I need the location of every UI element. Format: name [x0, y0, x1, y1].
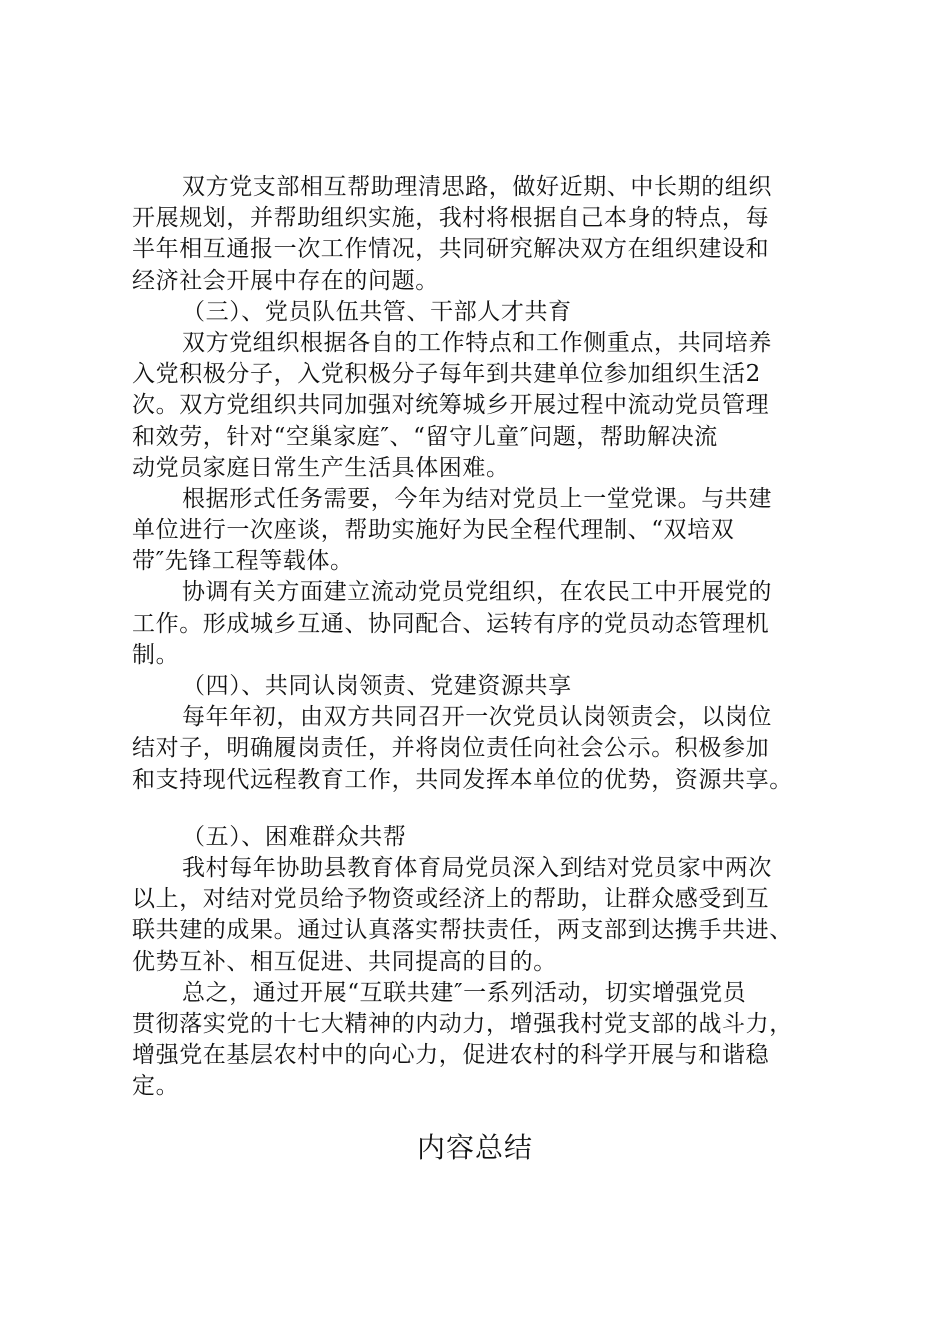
paragraph-line: 优势互补、相互促进、共同提高的目的。 — [132, 948, 557, 975]
paragraph-line: 结对子，明确履岗责任，并将岗位责任向社会公示。积极参加 — [132, 735, 770, 762]
paragraph-line: 经济社会开展中存在的问题。 — [132, 267, 439, 294]
paragraph-line: 入党积极分子，入党积极分子每年到共建单位参加组织生活2 — [132, 361, 761, 388]
paragraph-line: 增强党在基层农村中的向心力，促进农村的科学开展与和谐稳 — [132, 1042, 770, 1069]
summary-title: 内容总结 — [416, 1131, 533, 1164]
section-heading: （四）、共同认岗领责、党建资源共享 — [182, 673, 572, 699]
paragraph-line: 总之，通过开展“互联共建″一系列活动，切实增强党员 — [182, 979, 747, 1006]
paragraph-line: 定。 — [132, 1073, 180, 1100]
paragraph-line: 贯彻落实党的十七大精神的内动力，增强我村党支部的战斗力， — [132, 1010, 793, 1037]
paragraph-line: 动党员家庭日常生产生活具体困难。 — [132, 454, 510, 481]
paragraph-line: 我村每年协助县教育体育局党员深入到结对党员家中两次 — [182, 854, 772, 881]
paragraph-line: 双方党组织根据各自的工作特点和工作侧重点，共同培养 — [182, 329, 772, 356]
section-heading: （三）、党员队伍共管、干部人才共育 — [182, 298, 572, 325]
paragraph-line: 协调有关方面建立流动党员党组织，在农民工中开展党的 — [182, 579, 772, 606]
paragraph-line: 和效劳，针对“空巢家庭″、“留守儿童″问题，帮助解决流 — [132, 423, 718, 450]
section-heading: （五）、困难群众共帮 — [182, 823, 407, 850]
paragraph-line: 联共建的成果。通过认真落实帮扶责任，两支部到达携手共进、 — [132, 917, 793, 944]
paragraph-line: 制。 — [132, 641, 180, 668]
paragraph-line: 开展规划，并帮助组织实施，我村将根据自己本身的特点，每 — [132, 205, 770, 232]
paragraph-line: 和支持现代远程教育工作，共同发挥本单位的优势，资源共享。 — [132, 766, 793, 793]
paragraph-line: 带″先锋工程等载体。 — [132, 548, 354, 575]
paragraph-line: 单位进行一次座谈，帮助实施好为民全程代理制、“双培双 — [132, 517, 735, 544]
document-body — [132, 172, 832, 1102]
paragraph-line: 工作。形成城乡互通、协同配合、运转有序的党员动态管理机 — [132, 610, 770, 637]
paragraph-line: 根据形式任务需要，今年为结对党员上一堂党课。与共建 — [182, 485, 772, 512]
paragraph-gap — [132, 796, 832, 822]
paragraph-line: 半年相互通报一次工作情况，共同研究解决双方在组织建设和 — [132, 236, 770, 263]
paragraph-line: 双方党支部相互帮助理清思路，做好近期、中长期的组织 — [182, 174, 772, 200]
paragraph-line: 每年年初，由双方共同召开一次党员认岗领责会，以岗位 — [182, 704, 772, 731]
paragraph-line: 以上，对结对党员给予物资或经济上的帮助，让群众感受到互 — [132, 886, 770, 913]
paragraph-line: 次。双方党组织共同加强对统筹城乡开展过程中流动党员管理 — [132, 392, 770, 419]
